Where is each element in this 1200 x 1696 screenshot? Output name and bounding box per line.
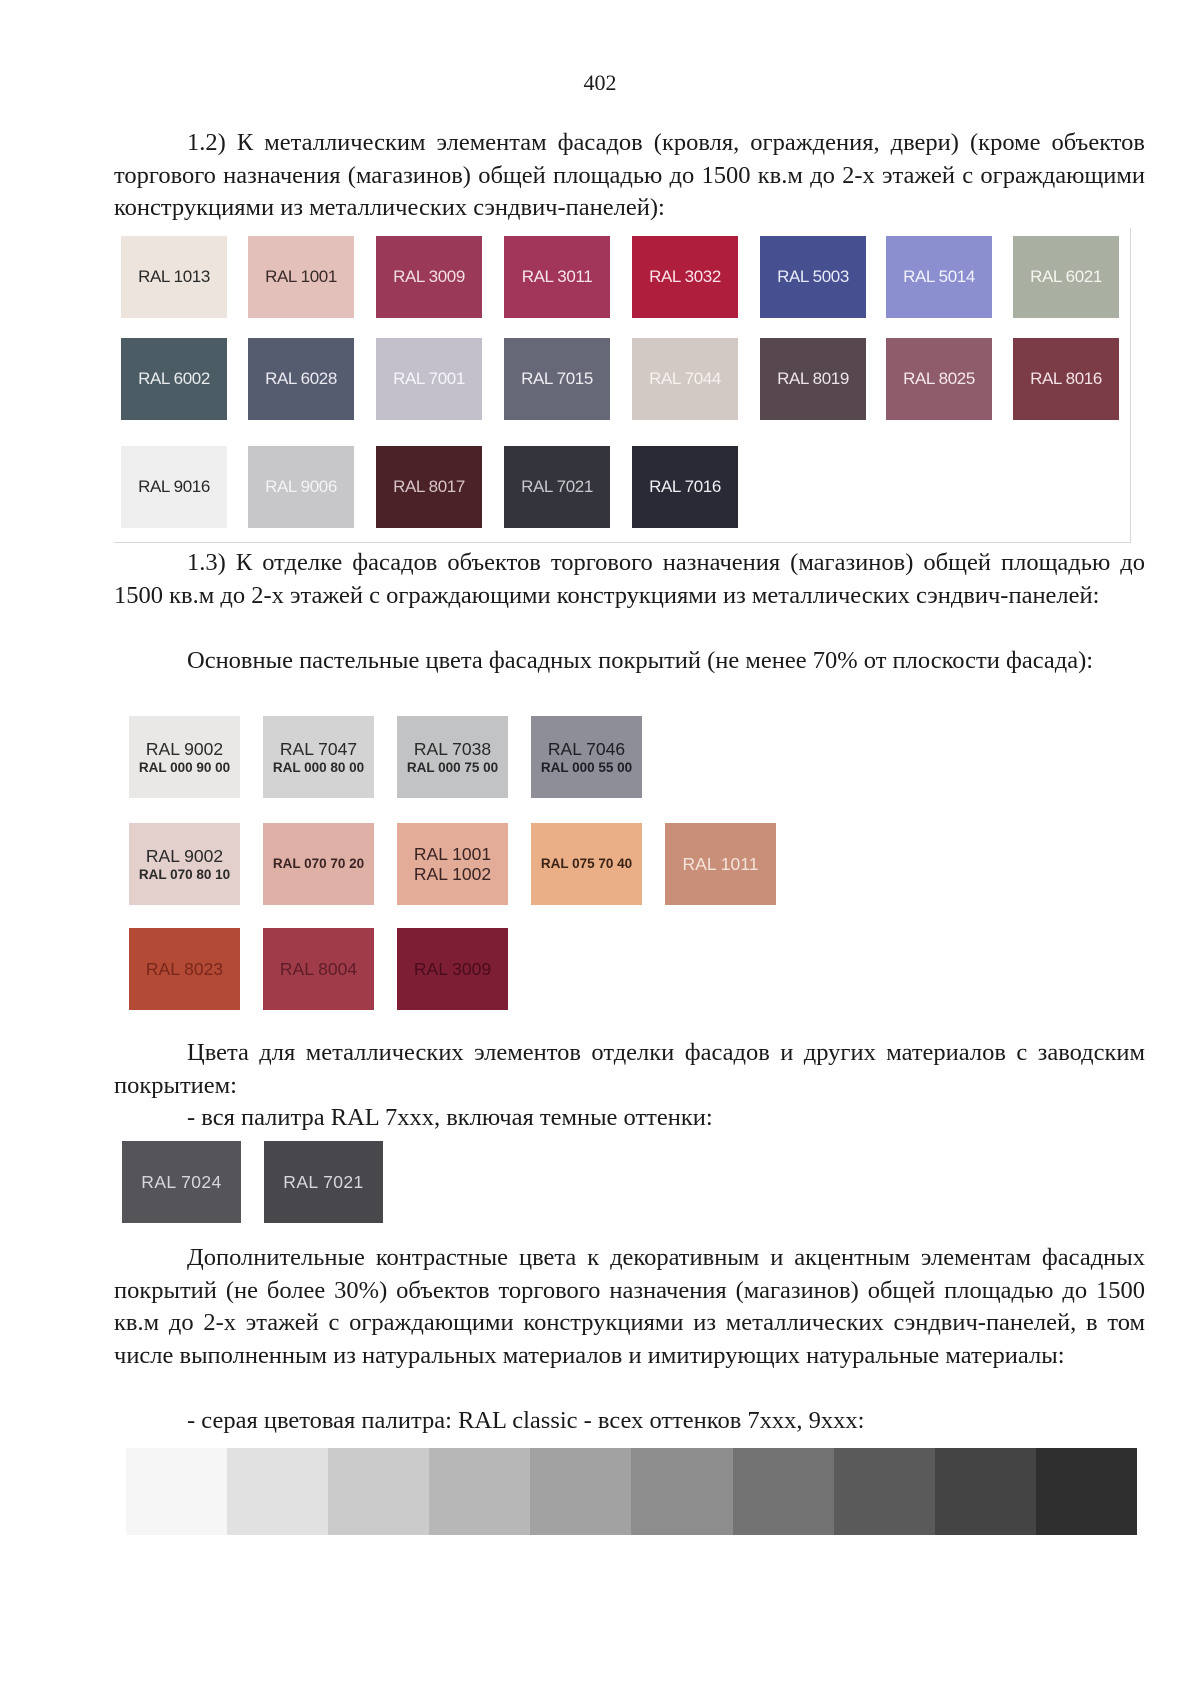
color-swatch (531, 716, 642, 798)
color-swatch (632, 446, 738, 528)
swatch-label: RAL 8023 (145, 959, 224, 979)
swatch-label: RAL 1001 (265, 267, 337, 286)
swatch-label: RAL 1001 (413, 844, 492, 864)
swatch-label: RAL 7021 (521, 477, 593, 496)
swatch-label: RAL 7038 (413, 738, 492, 759)
color-swatch (376, 338, 482, 420)
swatch-label: RAL 9016 (138, 477, 210, 496)
swatch-label: RAL 9002 (145, 845, 224, 866)
swatch-label: RAL 3011 (521, 267, 593, 286)
color-swatch (504, 338, 610, 420)
color-swatch (263, 928, 374, 1010)
swatch-code: RAL 000 75 00 (406, 759, 499, 775)
color-swatch (376, 446, 482, 528)
color-swatch (264, 1141, 383, 1223)
gray-shade (935, 1448, 1036, 1535)
gray-shade (834, 1448, 935, 1535)
gray-shade (1036, 1448, 1137, 1535)
swatch-label: RAL 070 70 20 (272, 856, 365, 871)
gray-shade (429, 1448, 530, 1535)
color-swatch (122, 1141, 241, 1223)
swatch-label: RAL 9002 (145, 738, 224, 759)
swatch-label: RAL 7001 (393, 369, 465, 388)
color-swatch (129, 716, 240, 798)
color-swatch (504, 446, 610, 528)
color-swatch (263, 716, 374, 798)
color-swatch (121, 338, 227, 420)
gray-shade (227, 1448, 328, 1535)
swatch-label: RAL 7044 (649, 369, 721, 388)
gray-shade (733, 1448, 834, 1535)
color-swatch (121, 446, 227, 528)
color-swatch (376, 236, 482, 318)
swatch-label: RAL 3032 (649, 267, 721, 286)
swatch-label: RAL 7021 (283, 1171, 364, 1192)
color-swatch (248, 338, 354, 420)
swatch-code: RAL 000 55 00 (540, 759, 633, 775)
pastel-colors-intro: Основные пастельные цвета фасадных покрытий (не менее 70% от плоскости фасада): (187, 647, 1094, 674)
swatch-label: RAL 075 70 40 (540, 856, 633, 871)
color-swatch (1013, 236, 1119, 318)
swatch-label: RAL 3009 (393, 267, 465, 286)
gray-shade (328, 1448, 429, 1535)
color-swatch (248, 446, 354, 528)
metal-colors-intro: Цвета для металлических элементов отделки фасадов и других материалов с заводским покрытием: (114, 1039, 1145, 1099)
swatch-label: RAL 7047 (279, 738, 358, 759)
swatch-label: RAL 7016 (649, 477, 721, 496)
swatch-label: RAL 8016 (1030, 369, 1102, 388)
color-swatch (129, 823, 240, 905)
color-swatch (1013, 338, 1119, 420)
swatch-label: RAL 5003 (777, 267, 849, 286)
color-swatch (397, 823, 508, 905)
gray-shade (530, 1448, 631, 1535)
color-swatch (397, 928, 508, 1010)
color-swatch (760, 338, 866, 420)
swatch-label: RAL 6028 (265, 369, 337, 388)
swatch-code: RAL 000 80 00 (272, 759, 365, 775)
color-swatch (121, 236, 227, 318)
color-swatch (632, 338, 738, 420)
gray-shade (631, 1448, 732, 1535)
gray-palette-line: - серая цветовая палитра: RAL classic - всех оттенков 7xxx, 9xxx: (187, 1407, 865, 1434)
gray-shade (126, 1448, 227, 1535)
swatch-label: RAL 8004 (279, 959, 358, 979)
swatch-label: RAL 8019 (777, 369, 849, 388)
color-swatch (531, 823, 642, 905)
section-1-3-text: 1.3) К отделке фасадов объектов торгового назначения (магазинов) общей площадью до 1500 кв.м до 2-х этажей с ограждающими конструкциями из металлических сэндвич-панелей: (114, 549, 1145, 609)
swatch-code: RAL 1002 (413, 864, 492, 884)
ral-palette-metal-elements (114, 228, 1131, 543)
swatch-label: RAL 7015 (521, 369, 593, 388)
swatch-label: RAL 8025 (903, 369, 975, 388)
swatch-label: RAL 8017 (393, 477, 465, 496)
swatch-label: RAL 7046 (547, 738, 626, 759)
color-swatch (263, 823, 374, 905)
color-swatch (397, 716, 508, 798)
gray-scale-strip (126, 1448, 1137, 1535)
color-swatch (129, 928, 240, 1010)
swatch-label: RAL 9006 (265, 477, 337, 496)
color-swatch (760, 236, 866, 318)
contrast-colors-intro: Дополнительные контрастные цвета к декоративным и акцентным элементам фасадных покрытий (не более 30%) объектов торгового назначения (магазинов) общей площадью до 1500 кв.м до 2-х этажей с ограждающими конструкциями из металлических сэндвич-панелей, в том числе выполненным из натуральных материалов и имитирующих натуральные материалы: (114, 1244, 1145, 1369)
swatch-label: RAL 1013 (138, 267, 210, 286)
color-swatch (665, 823, 776, 905)
swatch-code: RAL 000 90 00 (138, 759, 231, 775)
swatch-label: RAL 6002 (138, 369, 210, 388)
ral-7xxx-line: - вся палитра RAL 7xxx, включая темные оттенки: (187, 1104, 713, 1131)
swatch-label: RAL 7024 (141, 1171, 222, 1192)
color-swatch (504, 236, 610, 318)
swatch-label: RAL 3009 (413, 959, 492, 979)
swatch-label: RAL 5014 (903, 267, 975, 286)
swatch-label: RAL 1011 (682, 854, 759, 874)
color-swatch (886, 338, 992, 420)
color-swatch (886, 236, 992, 318)
color-swatch (632, 236, 738, 318)
section-1-2-text: 1.2) К металлическим элементам фасадов (кровля, ограждения, двери) (кроме объектов торгового назначения (магазинов) общей площадью до 1500 кв.м до 2-х этажей с ограждающими конструкциями из металлических сэндвич-панелей): (114, 129, 1145, 221)
swatch-code: RAL 070 80 10 (138, 866, 231, 882)
color-swatch (248, 236, 354, 318)
swatch-label: RAL 6021 (1030, 267, 1102, 286)
page-number: 402 (583, 70, 617, 95)
